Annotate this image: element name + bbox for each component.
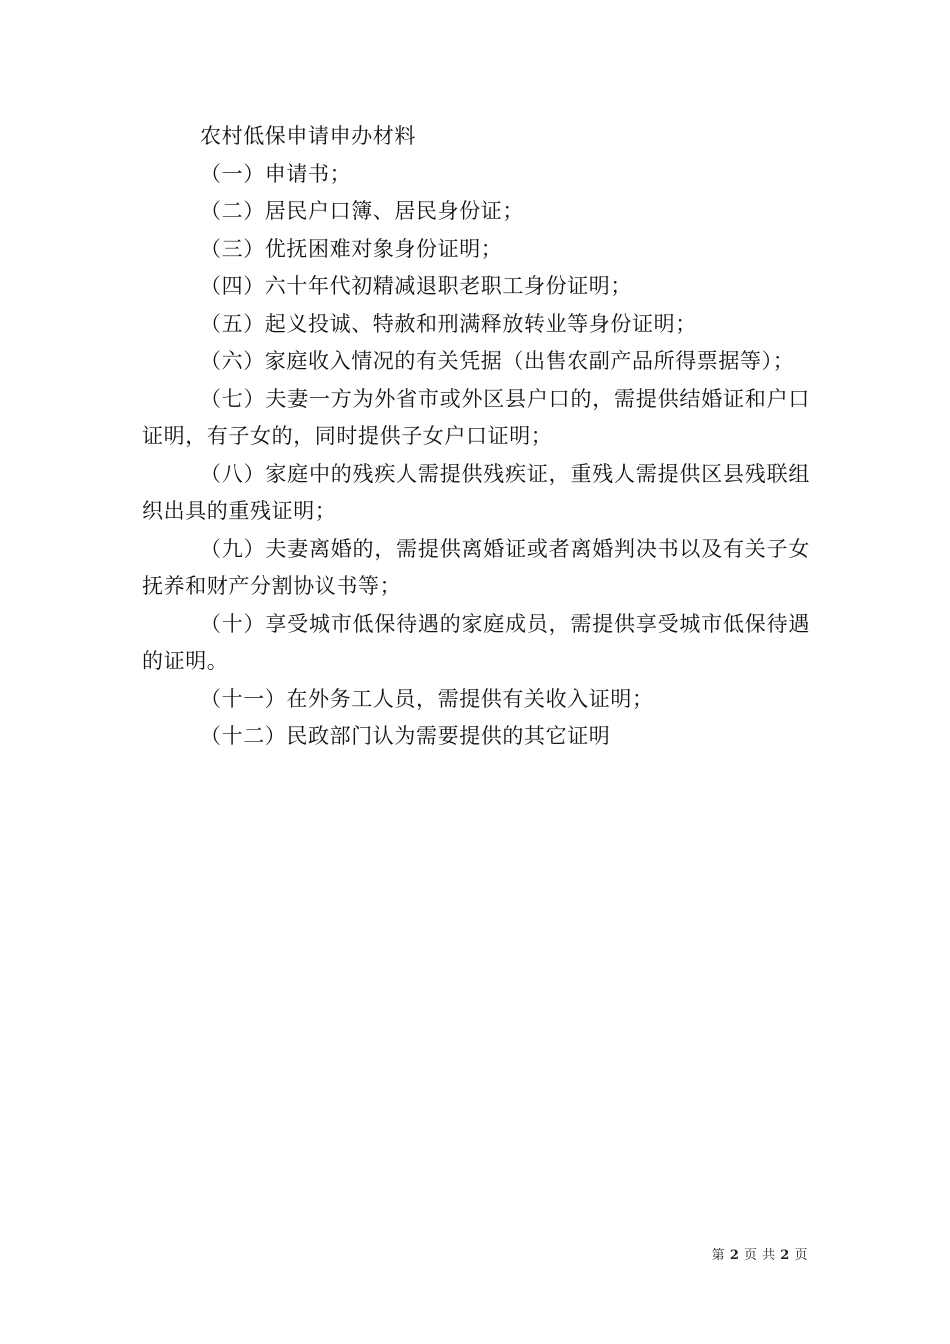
list-item: （九）夫妻离婚的，需提供离婚证或者离婚判决书以及有关子女抚养和财产分割协议书等； (142, 536, 810, 598)
list-item: （三）优抚困难对象身份证明； (200, 236, 503, 261)
list-item: （七）夫妻一方为外省市或外区县户口的，需提供结婚证和户口证明，有子女的，同时提供子女户口证明； (142, 386, 810, 448)
list-item: （十）享受城市低保待遇的家庭成员，需提供享受城市低保待遇的证明。 (142, 611, 810, 673)
page-number-footer (712, 1248, 808, 1264)
list-item: （二）居民户口簿、居民身份证； (200, 199, 524, 223)
list-item: （四）六十年代初精减退职老职工身份证明； (200, 274, 632, 298)
list-item: （五）起义投诚、特赦和刑满释放转业等身份证明； (200, 311, 697, 336)
document-body (142, 118, 810, 756)
footer-prefix: 第 (711, 1248, 726, 1263)
total-page-number: 2 (780, 1248, 790, 1263)
list-item: （十一）在外务工人员，需提供有关收入证明； (200, 686, 654, 711)
footer-suffix: 页 (794, 1248, 808, 1263)
list-item: （八）家庭中的残疾人需提供残疾证，重残人需提供区县残联组织出具的重残证明； (142, 461, 810, 523)
list-item: （十二）民政部门认为需要提供的其它证明 (200, 724, 611, 748)
current-page-number: 2 (729, 1248, 740, 1263)
document-title: 农村低保申请申办材料 (200, 124, 416, 148)
list-item: （六）家庭收入情况的有关凭据（出售农副产品所得票据等）； (200, 349, 795, 373)
list-item: （一）申请书； (200, 161, 352, 186)
footer-middle: 页 共 (744, 1248, 776, 1263)
